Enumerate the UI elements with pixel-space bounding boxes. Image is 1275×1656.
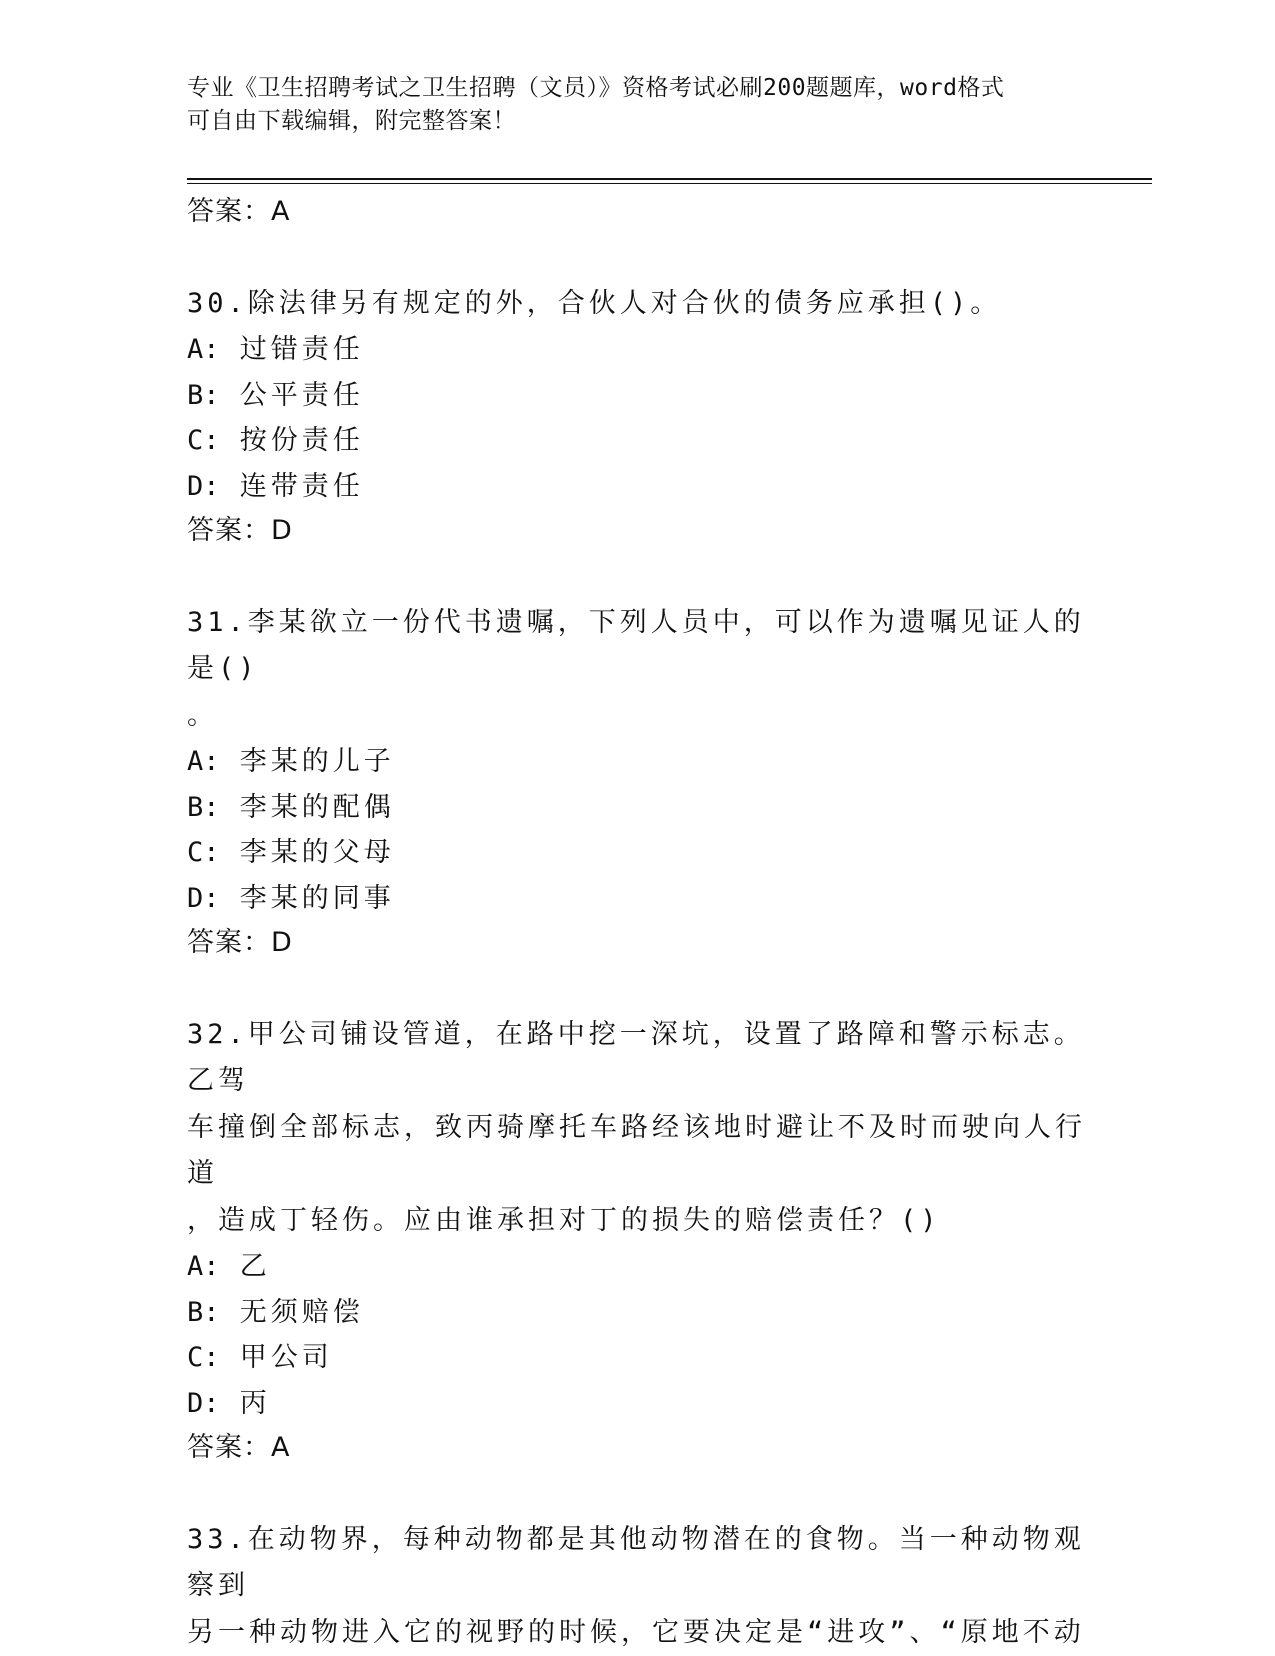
option-text: 连带责任 (239, 470, 364, 502)
question-block-30 (187, 281, 1087, 553)
option-text: 过错责任 (239, 334, 364, 365)
question-block-32 (187, 1012, 1087, 1470)
question-text-line: ，造成丁轻伤。应由谁承担对丁的损失的赔偿责任？() (187, 1205, 941, 1236)
option-letter: D: (187, 882, 220, 914)
header-rule-thin (187, 183, 1152, 184)
option-text: 甲公司 (239, 1342, 333, 1373)
question-block-31 (187, 600, 1087, 965)
answer-line: 答案：A (187, 1432, 291, 1463)
option-text: 李某的同事 (239, 882, 395, 914)
option-d (187, 1381, 1087, 1427)
option-letter: A: (187, 1251, 220, 1282)
option-c (187, 830, 1087, 876)
header-line-1: 专业《卫生招聘考试之卫生招聘（文员）》资格考试必刷200题题库，word格式 (187, 75, 1005, 101)
option-b (187, 1290, 1087, 1336)
option-letter: C: (187, 1342, 220, 1373)
option-text: 丙 (239, 1387, 271, 1419)
question-text: 31.李某欲立一份代书遗嘱，下列人员中，可以作为遗嘱见证人的是() (187, 607, 1085, 684)
option-c (187, 418, 1087, 464)
option-c (187, 1335, 1087, 1381)
option-text: 公平责任 (239, 379, 364, 411)
option-letter: D: (187, 1387, 220, 1419)
option-a (187, 327, 1087, 373)
option-a (187, 739, 1087, 785)
question-text: 30.除法律另有规定的外，合伙人对合伙的债务应承担()。 (187, 288, 1002, 319)
question-block-33 (187, 1517, 1087, 1656)
answer-line: 答案：D (187, 927, 293, 958)
option-letter: B: (187, 379, 220, 411)
option-letter: B: (187, 1296, 220, 1328)
option-text: 无须赔偿 (239, 1296, 364, 1328)
option-letter: B: (187, 791, 220, 823)
question-text-line: 车撞倒全部标志，致丙骑摩托车路经该地时避让不及时而驶向人行道 (187, 1112, 1086, 1189)
option-text: 乙 (239, 1251, 271, 1282)
answer-line: 答案：D (187, 515, 293, 546)
spacer (187, 234, 1087, 280)
option-text: 按份责任 (239, 425, 364, 456)
option-letter: C: (187, 837, 220, 868)
spacer (187, 553, 1087, 599)
option-letter: D: (187, 470, 220, 502)
spacer (187, 1470, 1087, 1516)
option-d (187, 464, 1087, 510)
option-letter: C: (187, 425, 220, 456)
spacer (187, 965, 1087, 1011)
option-letter: A: (187, 746, 220, 777)
question-text-continuation: 。 (187, 700, 218, 731)
document-header (187, 72, 1067, 138)
question-text-line: 另一种动物进入它的视野的时候，它要决定是“进攻”、“原地不动 (187, 1617, 1085, 1648)
header-line-2: 可自由下载编辑，附完整答案！ (187, 108, 516, 134)
option-text: 李某的配偶 (239, 791, 395, 823)
option-b (187, 373, 1087, 419)
question-text-line: 33.在动物界，每种动物都是其他动物潜在的食物。当一种动物观察到 (187, 1524, 1085, 1601)
header-rule-thick (187, 178, 1152, 180)
option-text: 李某的儿子 (239, 746, 395, 777)
option-text: 李某的父母 (239, 837, 395, 868)
document-body (187, 190, 1087, 1656)
option-b (187, 785, 1087, 831)
option-d (187, 876, 1087, 922)
answer-line: 答案：A (187, 196, 291, 227)
option-letter: A: (187, 334, 220, 365)
option-a (187, 1244, 1087, 1290)
question-text-line: 32.甲公司铺设管道，在路中挖一深坑，设置了路障和警示标志。乙驾 (187, 1019, 1085, 1096)
